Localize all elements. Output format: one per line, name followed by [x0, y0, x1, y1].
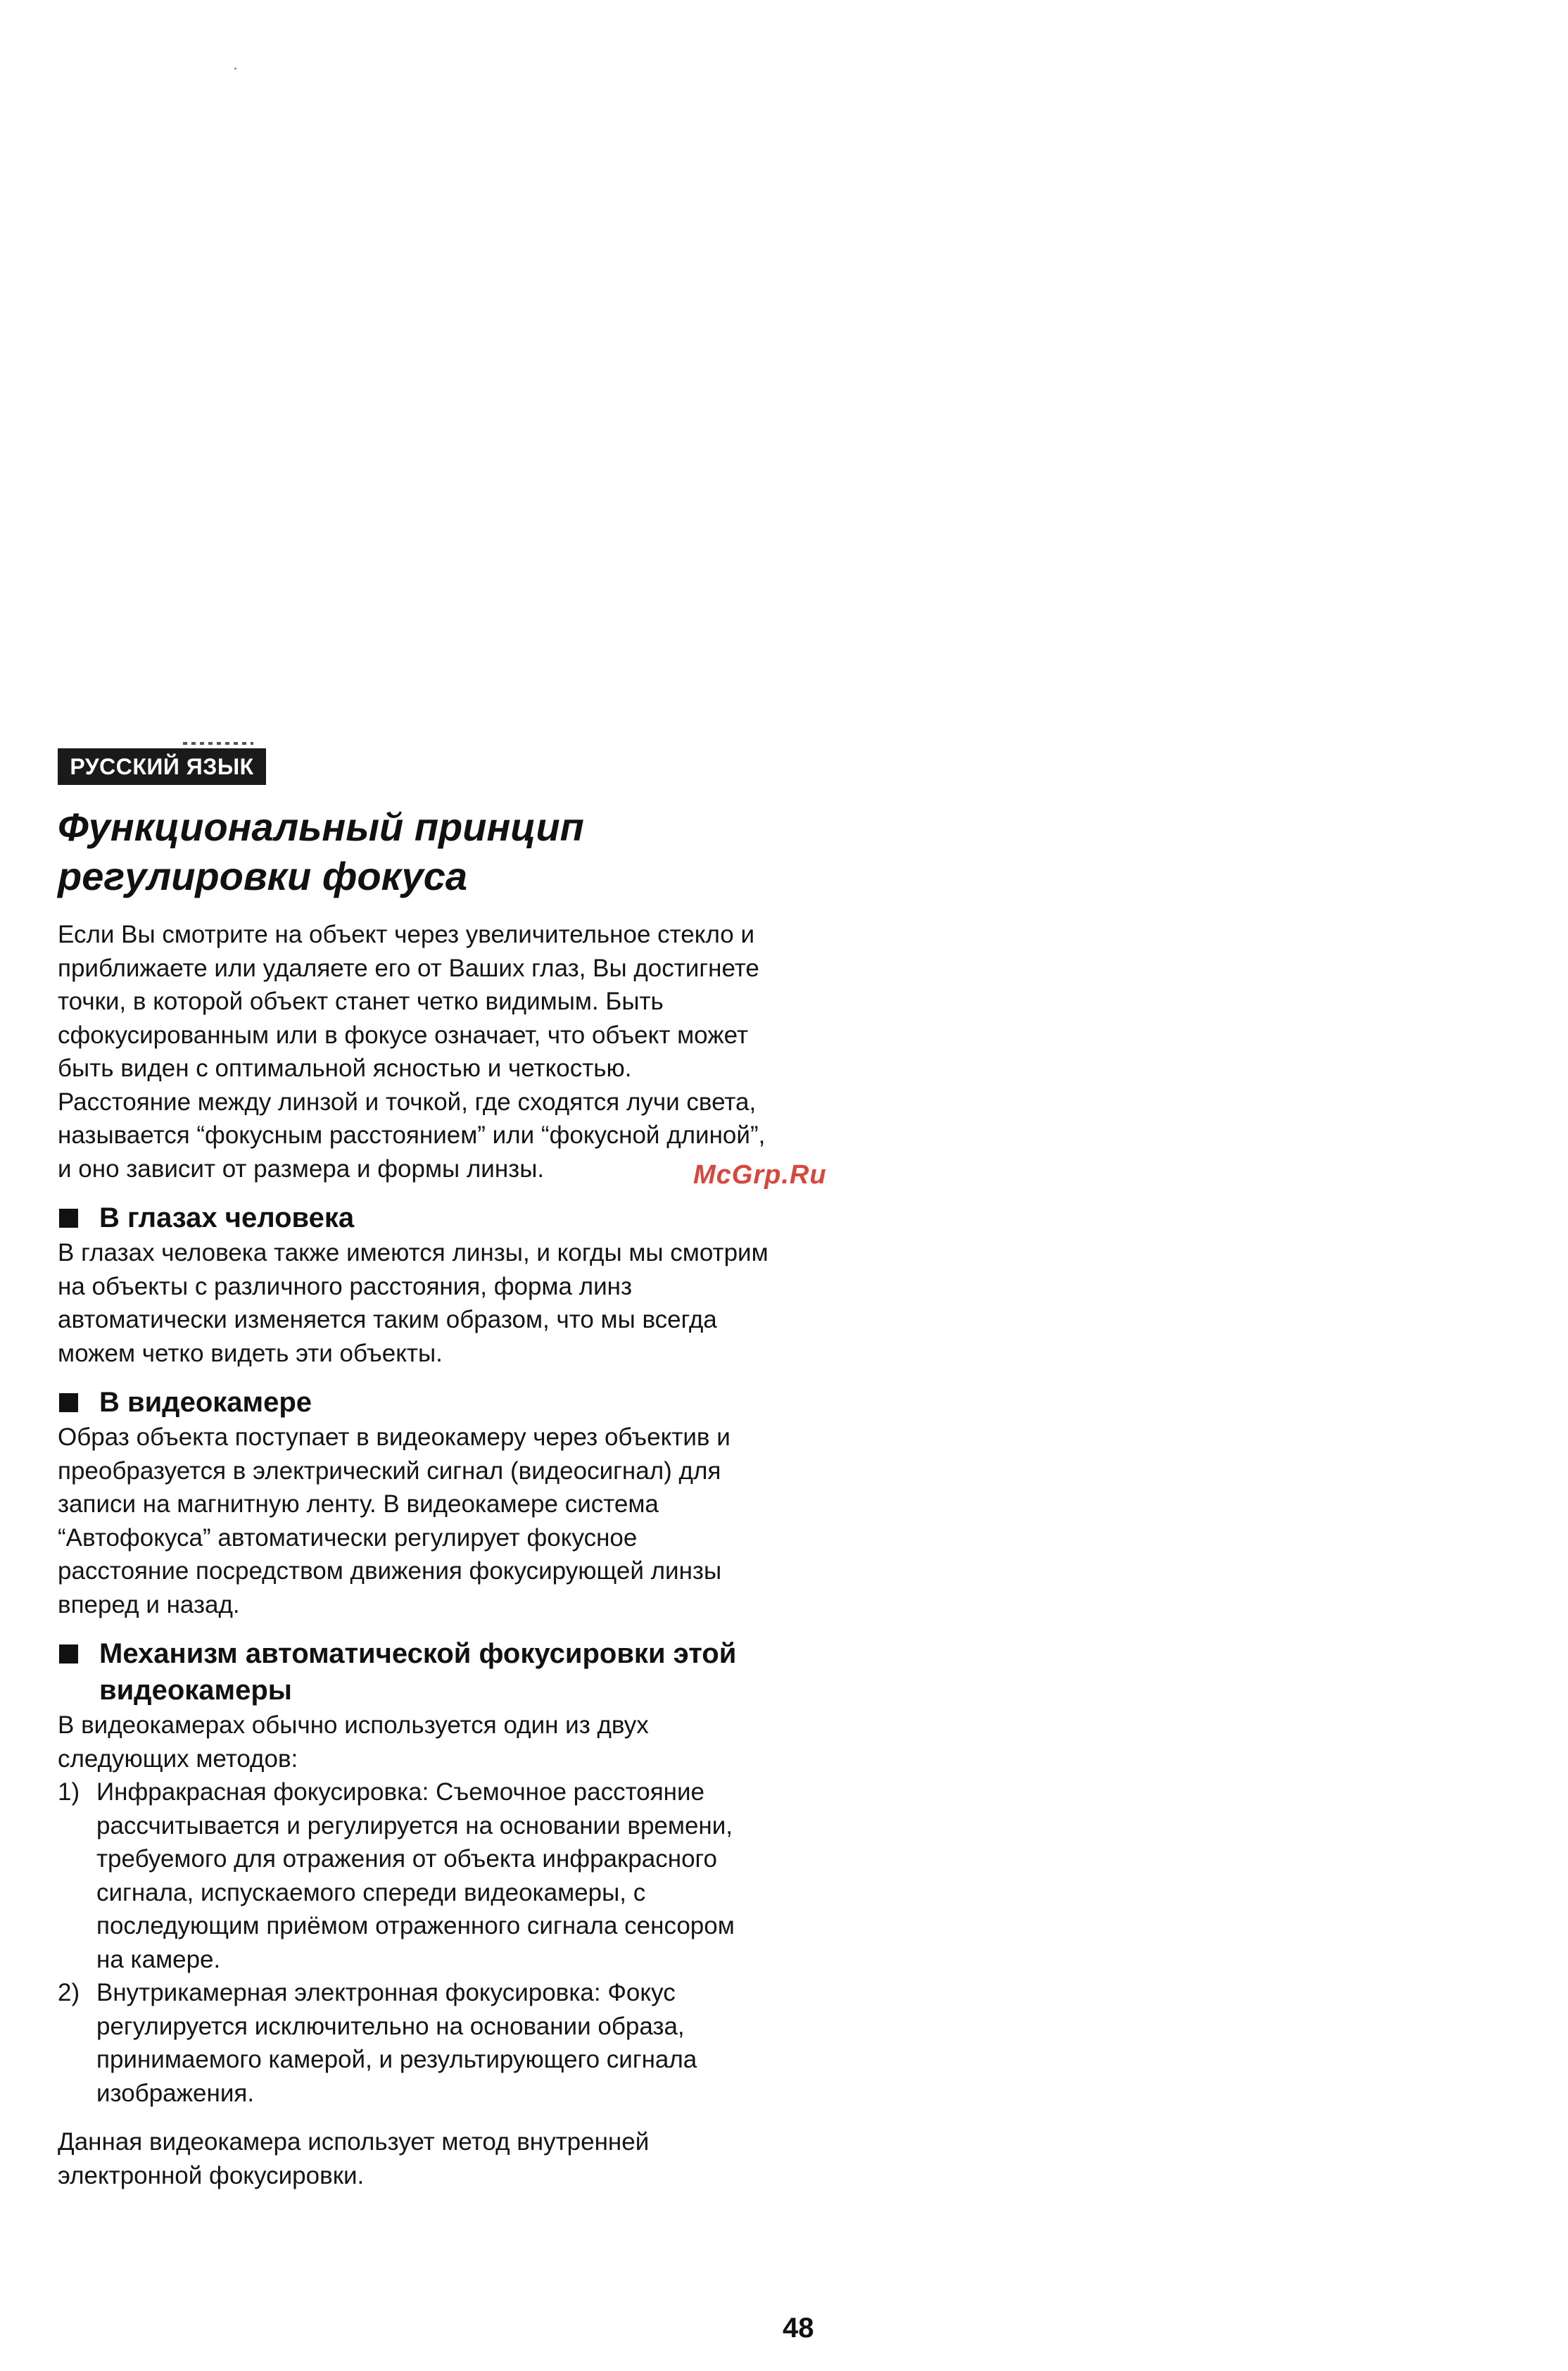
list-text: Инфракрасная фокусировка: Съемочное расстояние рассчитывается и регулируется на основании времени, требуемого для отражения от объекта инфракрасного сигнала, испускаемого спереди видеокамеры, с последующим приёмом отраженного сигнала сенсором на камере. [96, 1778, 735, 1973]
section-heading-human-eye [58, 1200, 769, 1236]
section-body: Образ объекта поступает в видеокамеру через объектив и преобразуется в электрический сигнал (видеосигнал) для записи на магнитную ленту. В видеокамере система “Автофокуса” автоматически регулирует фокусное расстояние посредством движения фокусирующей линзы вперед и назад. [58, 1423, 731, 1618]
section-heading-camcorder [58, 1384, 769, 1421]
page-title: Функциональный принцип регулировки фокуса [58, 805, 584, 898]
list-number: 2) [58, 1979, 80, 2006]
language-tag: РУССКИЙ ЯЗЫК [58, 748, 266, 785]
scan-speck [234, 68, 236, 70]
list-item [58, 1775, 769, 1976]
square-bullet-icon [59, 1644, 78, 1664]
section-title: В глазах человека [99, 1202, 355, 1233]
scan-dots [183, 742, 253, 745]
section-body: В видеокамерах обычно используется один из двух следующих методов: [58, 1711, 649, 1773]
closing-paragraph: Данная видеокамера использует метод внутренней электронной фокусировки. [58, 2128, 650, 2189]
section-heading-autofocus [58, 1635, 769, 1709]
list-text: Внутрикамерная электронная фокусировка: Фокус регулируется исключительно на основании образа, принимаемого камерой, и результирующего сигнала изображения. [96, 1979, 697, 2107]
square-bullet-icon [59, 1209, 78, 1228]
list-item [58, 1976, 769, 2110]
section-title: В видеокамере [99, 1387, 312, 1418]
watermark: McGrp.Ru [693, 1160, 827, 1190]
section-title: Механизм автоматической фокусировки этой видеокамеры [99, 1638, 737, 1706]
intro-paragraph: Если Вы смотрите на объект через увеличительное стекло и приближаете или удаляете его от Ваших глаз, Вы достигнете точки, в которой объект станет четко видимым. Быть сфокусированным или в фокусе означает, что объект может быть виден с оптимальной ясностью и четкостью. Расстояние между линзой и точкой, где сходятся лучи света, называется “фокусным расстоянием” или “фокусной длиной”, и оно зависит от размера и формы линзы. [58, 921, 766, 1183]
main-column [58, 803, 769, 2192]
section-body: В глазах человека также имеются линзы, и когды мы смотрим на объекты с различного расстояния, форма линз автоматически изменяется таким образом, что мы всегда можем четко видеть эти объекты. [58, 1239, 769, 1367]
list-number: 1) [58, 1778, 80, 1806]
square-bullet-icon [59, 1393, 78, 1412]
page-number: 48 [783, 2313, 814, 2344]
